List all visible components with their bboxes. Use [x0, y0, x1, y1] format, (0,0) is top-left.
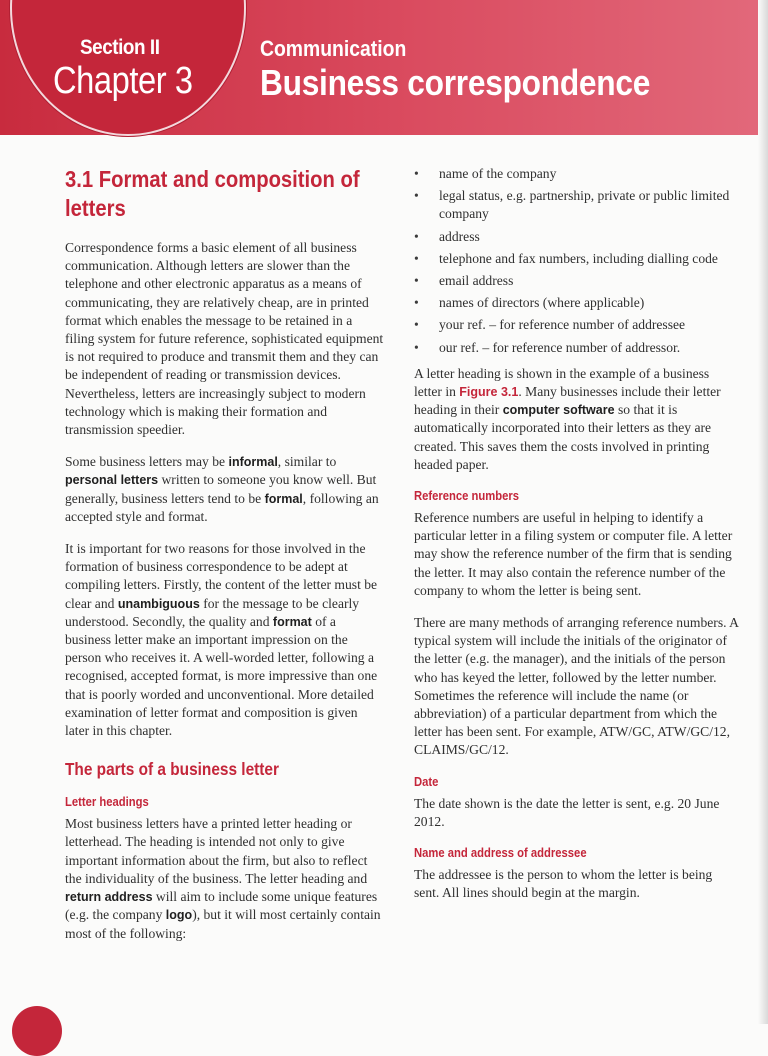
- part-label: Communication: [260, 36, 407, 61]
- page-edge-shadow: [758, 0, 768, 1024]
- chapter-label: Chapter 3: [53, 60, 193, 102]
- right-column: [414, 165, 740, 917]
- list-item: • address: [414, 228, 740, 246]
- paragraph: A letter heading is shown in the example of a business letter in Figure 3.1. Many businesses include their letter heading in their computer software so that it is automatically incorporated into their letters as they are created. This saves them the costs involved in printing headed paper.: [414, 365, 721, 472]
- minor-heading: Date: [414, 774, 439, 789]
- list-item: • telephone and fax numbers, including dialling code: [414, 250, 740, 268]
- paragraph: Some business letters may be informal, similar to personal letters written to someone you know well. But generally, business letters tend to be formal, following an accepted style and format.: [65, 454, 379, 524]
- paragraph: Reference numbers are useful in helping to identify a particular letter in a filing system or computer file. A letter may show the reference number of the firm that is sending the letter. It may also contain the reference number of the company to whom the letter is being sent.: [414, 510, 733, 598]
- paragraph: There are many methods of arranging reference numbers. A typical system will include the initials of the originator of the letter (e.g. the manager), and the initials of the person who has keyed the letter, followed by the letter number. Sometimes the reference will include the name (or abbreviation) of a particular department from which the letter has been sent. For example, ATW/GC, ATW/GC/12, CLAIMS/GC/12.: [414, 615, 739, 758]
- bullet-list: [414, 165, 740, 357]
- minor-heading: Name and address of addressee: [414, 846, 587, 861]
- paragraph: Correspondence forms a basic element of all business communication. Although letters are slower than the telephone and other electronic apparatus as a means of communicating, they are relatively cheap, are in printed format which enables the message to be retained in a filing system for future reference, sophisticated equipment is not required to produce and transmit them and they can be independent of reading or transmission devices. Nevertheless, letters are increasingly subject to modern technology which is making their formation and transmission speedier.: [65, 240, 384, 438]
- list-item: • email address: [414, 272, 740, 290]
- list-item: • legal status, e.g. partnership, private or public limited company: [414, 187, 740, 223]
- paragraph: Most business letters have a printed letter heading or letterhead. The heading is intended not only to give important information about the firm, but also to reflect the individuality of the business. The letter heading and return address will aim to include some unique features (e.g. the company logo), but it will most certainly contain most of the following:: [65, 816, 381, 941]
- list-item: • name of the company: [414, 165, 740, 183]
- chapter-title: Business correspondence: [260, 62, 651, 103]
- list-item: • names of directors (where applicable): [414, 294, 740, 312]
- paragraph: It is important for two reasons for those involved in the formation of business correspondence to be adept at compiling letters. Firstly, the content of the letter must be clear and unambiguous for the message to be clearly understood. Secondly, the quality and format of a business letter make an important impression on the person who receives it. A well-worded letter, following a recognised, accepted format, is more impressive than one that is poorly worded and unconventional. More detailed examination of letter format and composition is given later in this chapter.: [65, 541, 378, 739]
- section-heading: 3.1 Format and composition of letters: [65, 166, 360, 221]
- page-number-tab: [12, 1006, 62, 1056]
- subsection-heading: The parts of a business letter: [65, 759, 279, 780]
- left-column: [65, 165, 385, 957]
- list-item: • your ref. – for reference number of addressee: [414, 316, 740, 334]
- list-item: • our ref. – for reference number of addressor.: [414, 339, 740, 357]
- minor-heading: Letter headings: [65, 795, 149, 810]
- minor-heading: Reference numbers: [414, 489, 520, 504]
- paragraph: The date shown is the date the letter is sent, e.g. 20 June 2012.: [414, 795, 720, 829]
- paragraph: The addressee is the person to whom the letter is being sent. All lines should begin at the margin.: [414, 867, 713, 901]
- figure-reference: Figure 3.1: [459, 385, 519, 400]
- section-label: Section II: [80, 36, 160, 59]
